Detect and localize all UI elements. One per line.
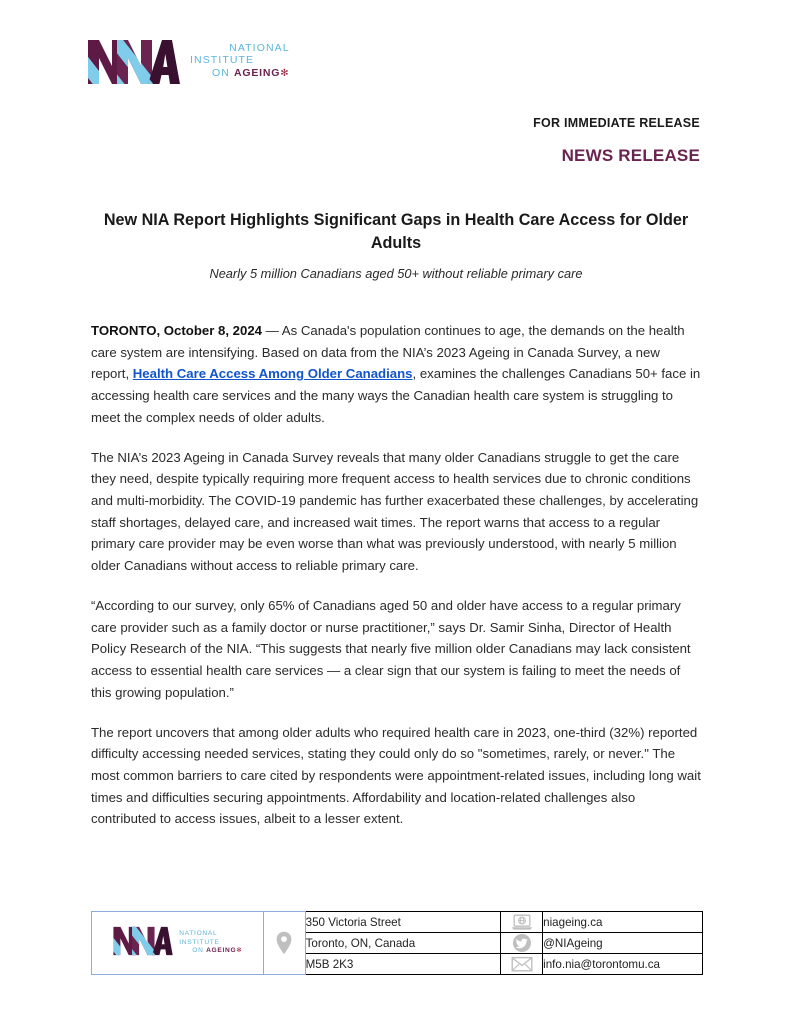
p1-text-before-link: — As Canada's population continues to age, the demands on the health care system are intensifying. Based on data from the NIA’s 2023 Ageing in Canada Survey, a new report, xyxy=(91,323,685,382)
email-icon-cell xyxy=(501,954,543,975)
footer-logo-line-institute: INSTITUTE xyxy=(179,938,220,946)
logo-line-on-ageing xyxy=(190,67,290,80)
email-value[interactable]: info.nia@torontomu.ca xyxy=(543,954,703,975)
footer-logo-wordmark xyxy=(179,930,242,956)
twitter-icon-cell xyxy=(501,933,543,954)
footer-maple-leaf-icon: ✻ xyxy=(236,947,243,955)
footer-logo-on-text: ON xyxy=(192,947,207,955)
paragraph-2: The NIA’s 2023 Ageing in Canada Survey reveals that many older Canadians struggle to get the care they need, despite typically requiring more frequent access to health services due to chronic conditions and multi-morbidity. The COVID-19 pandemic has further exacerbated these challenges, by accelerating staff shortages, delayed care, and increased wait times. The report warns that access to a regular primary care provider may be even worse than what was previously understood, with nearly 5 million older Canadians without access to reliable primary care. xyxy=(91,449,699,573)
body-content xyxy=(91,320,701,848)
footer-contact-table xyxy=(91,911,703,975)
paragraph-1 xyxy=(91,320,701,428)
logo-on-text: ON xyxy=(212,66,234,79)
release-header-block xyxy=(533,116,700,166)
address-line-2: Toronto, ON, Canada xyxy=(305,933,501,954)
footer-logo-line-national: NATIONAL xyxy=(179,930,218,938)
twitter-bird-icon xyxy=(501,933,542,953)
nia-monogram-icon xyxy=(86,38,182,86)
title-block xyxy=(91,209,701,283)
address-line-1: 350 Victoria Street xyxy=(305,912,501,933)
laptop-globe-icon xyxy=(501,914,542,931)
location-pin-cell xyxy=(263,912,305,975)
twitter-handle-value[interactable]: @NIAgeing xyxy=(543,933,703,954)
footer-logo-cell xyxy=(92,912,264,975)
address-line-3: M5B 2K3 xyxy=(305,954,501,975)
footer-nia-monogram-icon xyxy=(112,925,174,962)
report-link[interactable]: Health Care Access Among Older Canadians xyxy=(132,366,413,382)
website-value[interactable]: niageing.ca xyxy=(543,912,703,933)
page-title: New NIA Report Highlights Significant Gaps in Health Care Access for Older Adults xyxy=(103,211,689,252)
paragraph-3-quote: “According to our survey, only 65% of Canadians aged 50 and older have access to a regular primary care provider such as a family doctor or nurse practitioner,” says Dr. Samir Sinha, Director of Health Policy Research of the NIA. “This suggests that nearly five million older Canadians may lack consistent access to essential health care services — a clear sign that our system is failing to meet the needs of this growing population.” xyxy=(91,598,691,700)
logo-ageing-text: AGEING xyxy=(233,66,281,79)
table-row xyxy=(92,912,703,933)
news-release-label: NEWS RELEASE xyxy=(561,146,700,165)
nia-logo-wordmark xyxy=(190,38,290,80)
paragraph-4: The report uncovers that among older adults who required health care in 2023, one-third (32%) reported difficulty accessing needed services, stating they could only do so "sometimes, rarely, or never." The most common barriers to care cited by respondents were appointment-related issues, including long wait times and difficulties securing appointments. Affordability and location-related challenges also contributed to access issues, albeit to a lesser extent. xyxy=(91,724,701,827)
location-pin-icon xyxy=(264,931,305,955)
dateline: TORONTO, October 8, 2024 xyxy=(91,323,263,338)
maple-leaf-icon: ✻ xyxy=(280,67,290,79)
nia-logo-header xyxy=(86,38,290,86)
logo-line-national: NATIONAL xyxy=(229,42,290,54)
page-subtitle: Nearly 5 million Canadians aged 50+ without reliable primary care xyxy=(209,266,583,281)
website-icon-cell xyxy=(501,912,543,933)
p1-text-after-link: , examines the challenges Canadians 50+ face in accessing health care services and the many ways the Canadian health care system is struggling to meet the complex needs of older adults. xyxy=(91,366,701,425)
footer-logo-line-on-ageing xyxy=(179,947,242,956)
footer-logo-ageing-text: AGEING xyxy=(206,947,237,955)
logo-line-institute: INSTITUTE xyxy=(190,54,255,67)
for-immediate-release-label: FOR IMMEDIATE RELEASE xyxy=(533,116,700,130)
envelope-icon xyxy=(501,956,542,972)
